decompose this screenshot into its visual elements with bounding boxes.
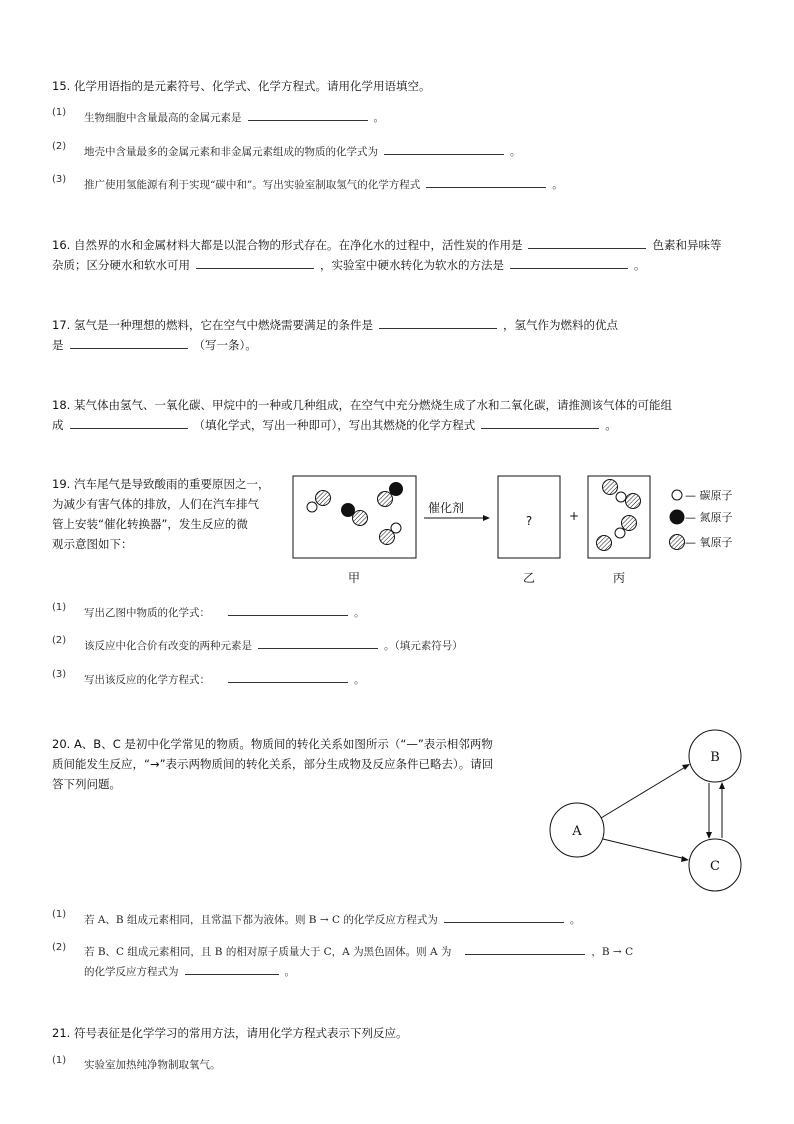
q20-relation-diagram [545, 728, 750, 893]
arrow-head [483, 515, 490, 521]
legend-nitrogen: — 氮原子 [685, 511, 733, 524]
item-number: (1) [52, 1055, 67, 1066]
answer-blank[interactable] [481, 416, 599, 429]
item-number: (3) [52, 669, 67, 680]
molecule-co2 [597, 516, 637, 551]
answer-blank[interactable] [510, 256, 628, 269]
q15-item-1: (1) 生物细胞中含量最高的金属元素是 。 [52, 108, 384, 127]
unknown-mark: ? [525, 514, 533, 528]
molecule-no [378, 483, 403, 507]
answer-blank[interactable] [185, 962, 279, 975]
nitrogen-atom-icon [670, 510, 684, 524]
molecule-no [342, 504, 368, 526]
answer-blank[interactable] [528, 236, 646, 249]
answer-blank[interactable] [379, 316, 497, 329]
arrow-a-to-b [601, 766, 687, 818]
q15-item-3: (3) 推广使用氢能源有利于实现“碳中和”。写出实验室制取氢气的化学方程式 。 [52, 175, 563, 194]
item-number: (2) [52, 141, 67, 152]
catalyst-label: 催化剂 [428, 501, 465, 515]
label-jia: 甲 [347, 571, 361, 585]
arrow-a-to-c [603, 839, 686, 859]
q20-item-2: (2) 若 B、C 组成元素相同，且 B 的相对原子质量大于 C，A 为黑色固体。则 A 为 ，B → C 的化学反应方程式为 。 [52, 942, 633, 982]
label-yi: 乙 [522, 571, 536, 585]
plus-sign: + [568, 509, 580, 523]
q18-text: 18. 某气体由氢气、一氧化碳、甲烷中的一种或几种组成，在空气中充分燃烧生成了水和二氧化碳，请推测该气体的可能组 成 （填化学式，写出一种即可），写出其燃烧的化学方程式 。 [52, 398, 672, 432]
q16-text: 16. 自然界的水和金属材料大都是以混合物的形式存在。在净化水的过程中，活性炭的作用是 色素和异味等 杂质；区分硬水和软水可用 ，实验室中硬水转化为软水的方法是 。 [52, 238, 722, 272]
q17-text: 17. 氢气是一种理想的燃料，它在空气中燃烧需要满足的条件是 ，氢气作为燃料的优点 是 （写一条）。 [52, 318, 618, 352]
molecule-co [380, 523, 402, 545]
item-number: (1) [52, 107, 67, 118]
answer-blank[interactable] [258, 636, 378, 649]
molecule-co2 [603, 480, 641, 509]
q19-item-3: (3) 写出该反应的化学方程式： 。 [52, 670, 365, 689]
answer-blank[interactable] [228, 670, 348, 683]
label-bing: 丙 [612, 571, 626, 585]
arrow-head [719, 782, 725, 789]
item-number: (3) [52, 174, 67, 185]
answer-blank[interactable] [444, 910, 564, 923]
item-number: (1) [52, 909, 67, 920]
carbon-atom-icon [672, 490, 682, 500]
q20-item-1: (1) 若 A、B 组成元素相同，且常温下都为液体。则 B → C 的化学反应方程式为 。 [52, 910, 580, 929]
oxygen-atom-icon [670, 535, 685, 550]
node-a-label: A [572, 824, 582, 839]
legend-carbon: — 碳原子 [685, 489, 733, 502]
answer-blank[interactable] [228, 603, 348, 616]
item-number: (1) [52, 602, 67, 613]
answer-blank[interactable] [426, 175, 546, 188]
molecule-co [307, 491, 331, 513]
q19-reaction-diagram [290, 470, 750, 590]
answer-blank[interactable] [384, 142, 504, 155]
q21-stem: 21. 符号表征是化学学习的常用方法，请用化学方程式表示下列反应。 [52, 1026, 408, 1040]
q21-item-1: (1) 实验室加热纯净物制取氧气。 [52, 1056, 221, 1074]
arrow-head [682, 764, 690, 770]
arrow-head [706, 832, 712, 839]
legend-oxygen: — 氧原子 [685, 536, 733, 549]
answer-blank[interactable] [70, 416, 188, 429]
q19-item-1: (1) 写出乙图中物质的化学式： 。 [52, 603, 365, 622]
q19-stem: 19. 汽车尾气是导致酸雨的重要原因之一， 为减少有害气体的排放，人们在汽车排气 管上安装“催化转换器”，发生反应的微 观示意图如下： [52, 477, 270, 551]
answer-blank[interactable] [196, 256, 314, 269]
q19-item-2: (2) 该反应中化合价有改变的两种元素是 。（填元素符号） [52, 636, 463, 655]
answer-blank[interactable] [70, 336, 188, 349]
legend [670, 488, 733, 550]
answer-blank[interactable] [465, 942, 585, 955]
node-c-label: C [710, 859, 720, 874]
item-number: (2) [52, 635, 67, 646]
q15-stem: 15. 化学用语指的是元素符号、化学式、化学方程式。请用化学用语填空。 [52, 79, 431, 93]
answer-blank[interactable] [248, 108, 368, 121]
arrow-head [681, 856, 689, 862]
q20-stem: 20. A、B、C 是初中化学常见的物质。物质间的转化关系如图所示（“—”表示相邻两物 质间能发生反应，“→”表示两物质间的转化关系，部分生成物及反应条件已略去）。请回 答下列问题。 [52, 737, 494, 791]
node-b-label: B [710, 750, 720, 765]
q15-item-2: (2) 地壳中含量最多的金属元素和非金属元素组成的物质的化学式为 。 [52, 142, 521, 161]
item-number: (2) [52, 942, 67, 953]
